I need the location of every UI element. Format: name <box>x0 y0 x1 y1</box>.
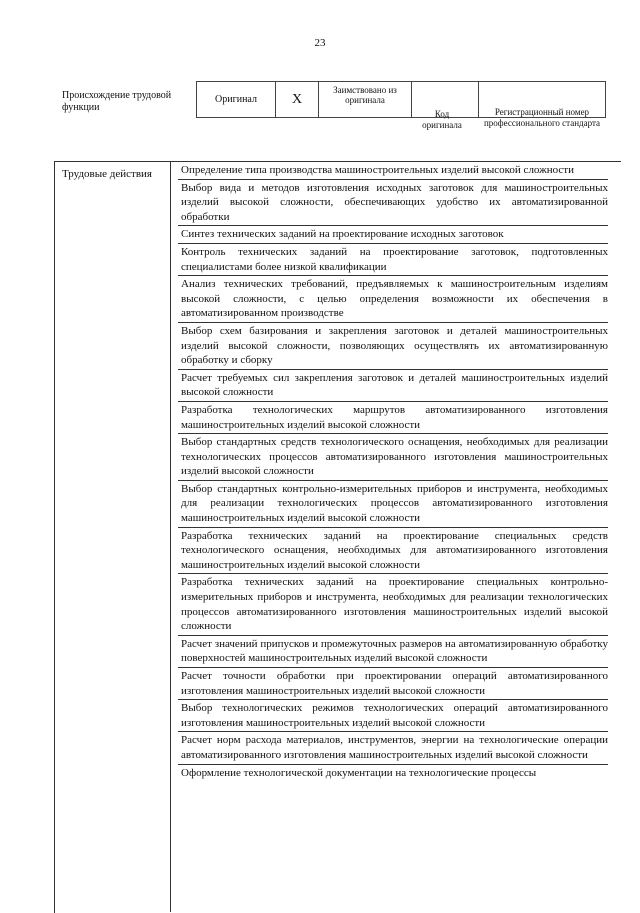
action-item: Расчет точности обработки при проектировании операций автоматизированного изготовления машиностроительных изделий высокой сложности <box>178 668 608 700</box>
action-item: Разработка технологических маршрутов автоматизированного изготовления машиностроительных изделий высокой сложности <box>178 402 608 434</box>
action-item: Разработка технических заданий на проектирование специальных средств технологического оснащения, необходимых для автоматизированного изготовления машиностроительных изделий высокой сложности <box>178 528 608 575</box>
action-item: Контроль технических заданий на проектирование заготовок, подготовленных специалистами более низкой квалификации <box>178 244 608 276</box>
action-item: Определение типа производства машиностроительных изделий высокой сложности <box>178 162 608 180</box>
actions-label: Трудовые действия <box>62 168 152 180</box>
action-item: Оформление технологической документации на технологические процессы <box>181 766 537 779</box>
action-item: Выбор схем базирования и закрепления заготовок и деталей машиностроительных изделий высокой сложности, позволяющих осуществлять их автоматизированную обработку и сборку <box>178 323 608 370</box>
action-item: Выбор стандартных средств технологического оснащения, необходимых для реализации технологических процессов автоматизированного изготовления машиностроительных изделий высокой сложности <box>178 434 608 481</box>
borrowed-cell: Заимствовано из оригинала <box>319 82 412 118</box>
action-item: Анализ технических требований, предъявляемых к машиностроительным изделиям высокой сложности, с целью определения возможности их обеспечения в автоматизированном производстве <box>178 276 608 323</box>
action-item: Расчет требуемых сил закрепления заготовок и деталей машиностроительных изделий высокой сложности <box>178 370 608 402</box>
reg-number-caption: Регистрационный номер профессионального стандарта <box>483 107 601 128</box>
action-item: Выбор технологических режимов технологических операций автоматизированного изготовления машиностроительных изделий высокой сложности <box>178 700 608 732</box>
actions-list <box>178 162 608 781</box>
original-cell: Оригинал <box>197 82 276 118</box>
code-caption: Код оригинала <box>422 109 462 130</box>
actions-column-divider <box>170 161 171 912</box>
origin-label: Происхождение трудовой функции <box>62 90 172 113</box>
action-item: Синтез технических заданий на проектирование исходных заготовок <box>178 226 608 244</box>
action-item: Выбор вида и методов изготовления исходных заготовок для машиностроительных изделий высокой сложности, обеспечивающих удобство их автоматизированной обработки <box>178 180 608 227</box>
page-number: 23 <box>314 37 326 49</box>
original-mark: X <box>276 82 319 118</box>
action-item: Расчет значений припусков и промежуточных размеров на автоматизированную обработку поверхностей машиностроительных изделий высокой сложности <box>178 636 608 668</box>
action-item: Расчет норм расхода материалов, инструментов, энергии на технологические операции автоматизированного изготовления машиностроительных изделий высокой сложности <box>178 732 608 764</box>
action-item: Выбор стандартных контрольно-измерительных приборов и инструмента, необходимых для реализации технологических процессов автоматизированного изготовления машиностроительных изделий высокой сложности <box>178 481 608 528</box>
action-item: Разработка технических заданий на проектирование специальных контрольно-измерительных приборов и инструмента, необходимых для реализации технологических процессов автоматизированного изготовления машиностроительных изделий высокой сложности <box>178 574 608 635</box>
